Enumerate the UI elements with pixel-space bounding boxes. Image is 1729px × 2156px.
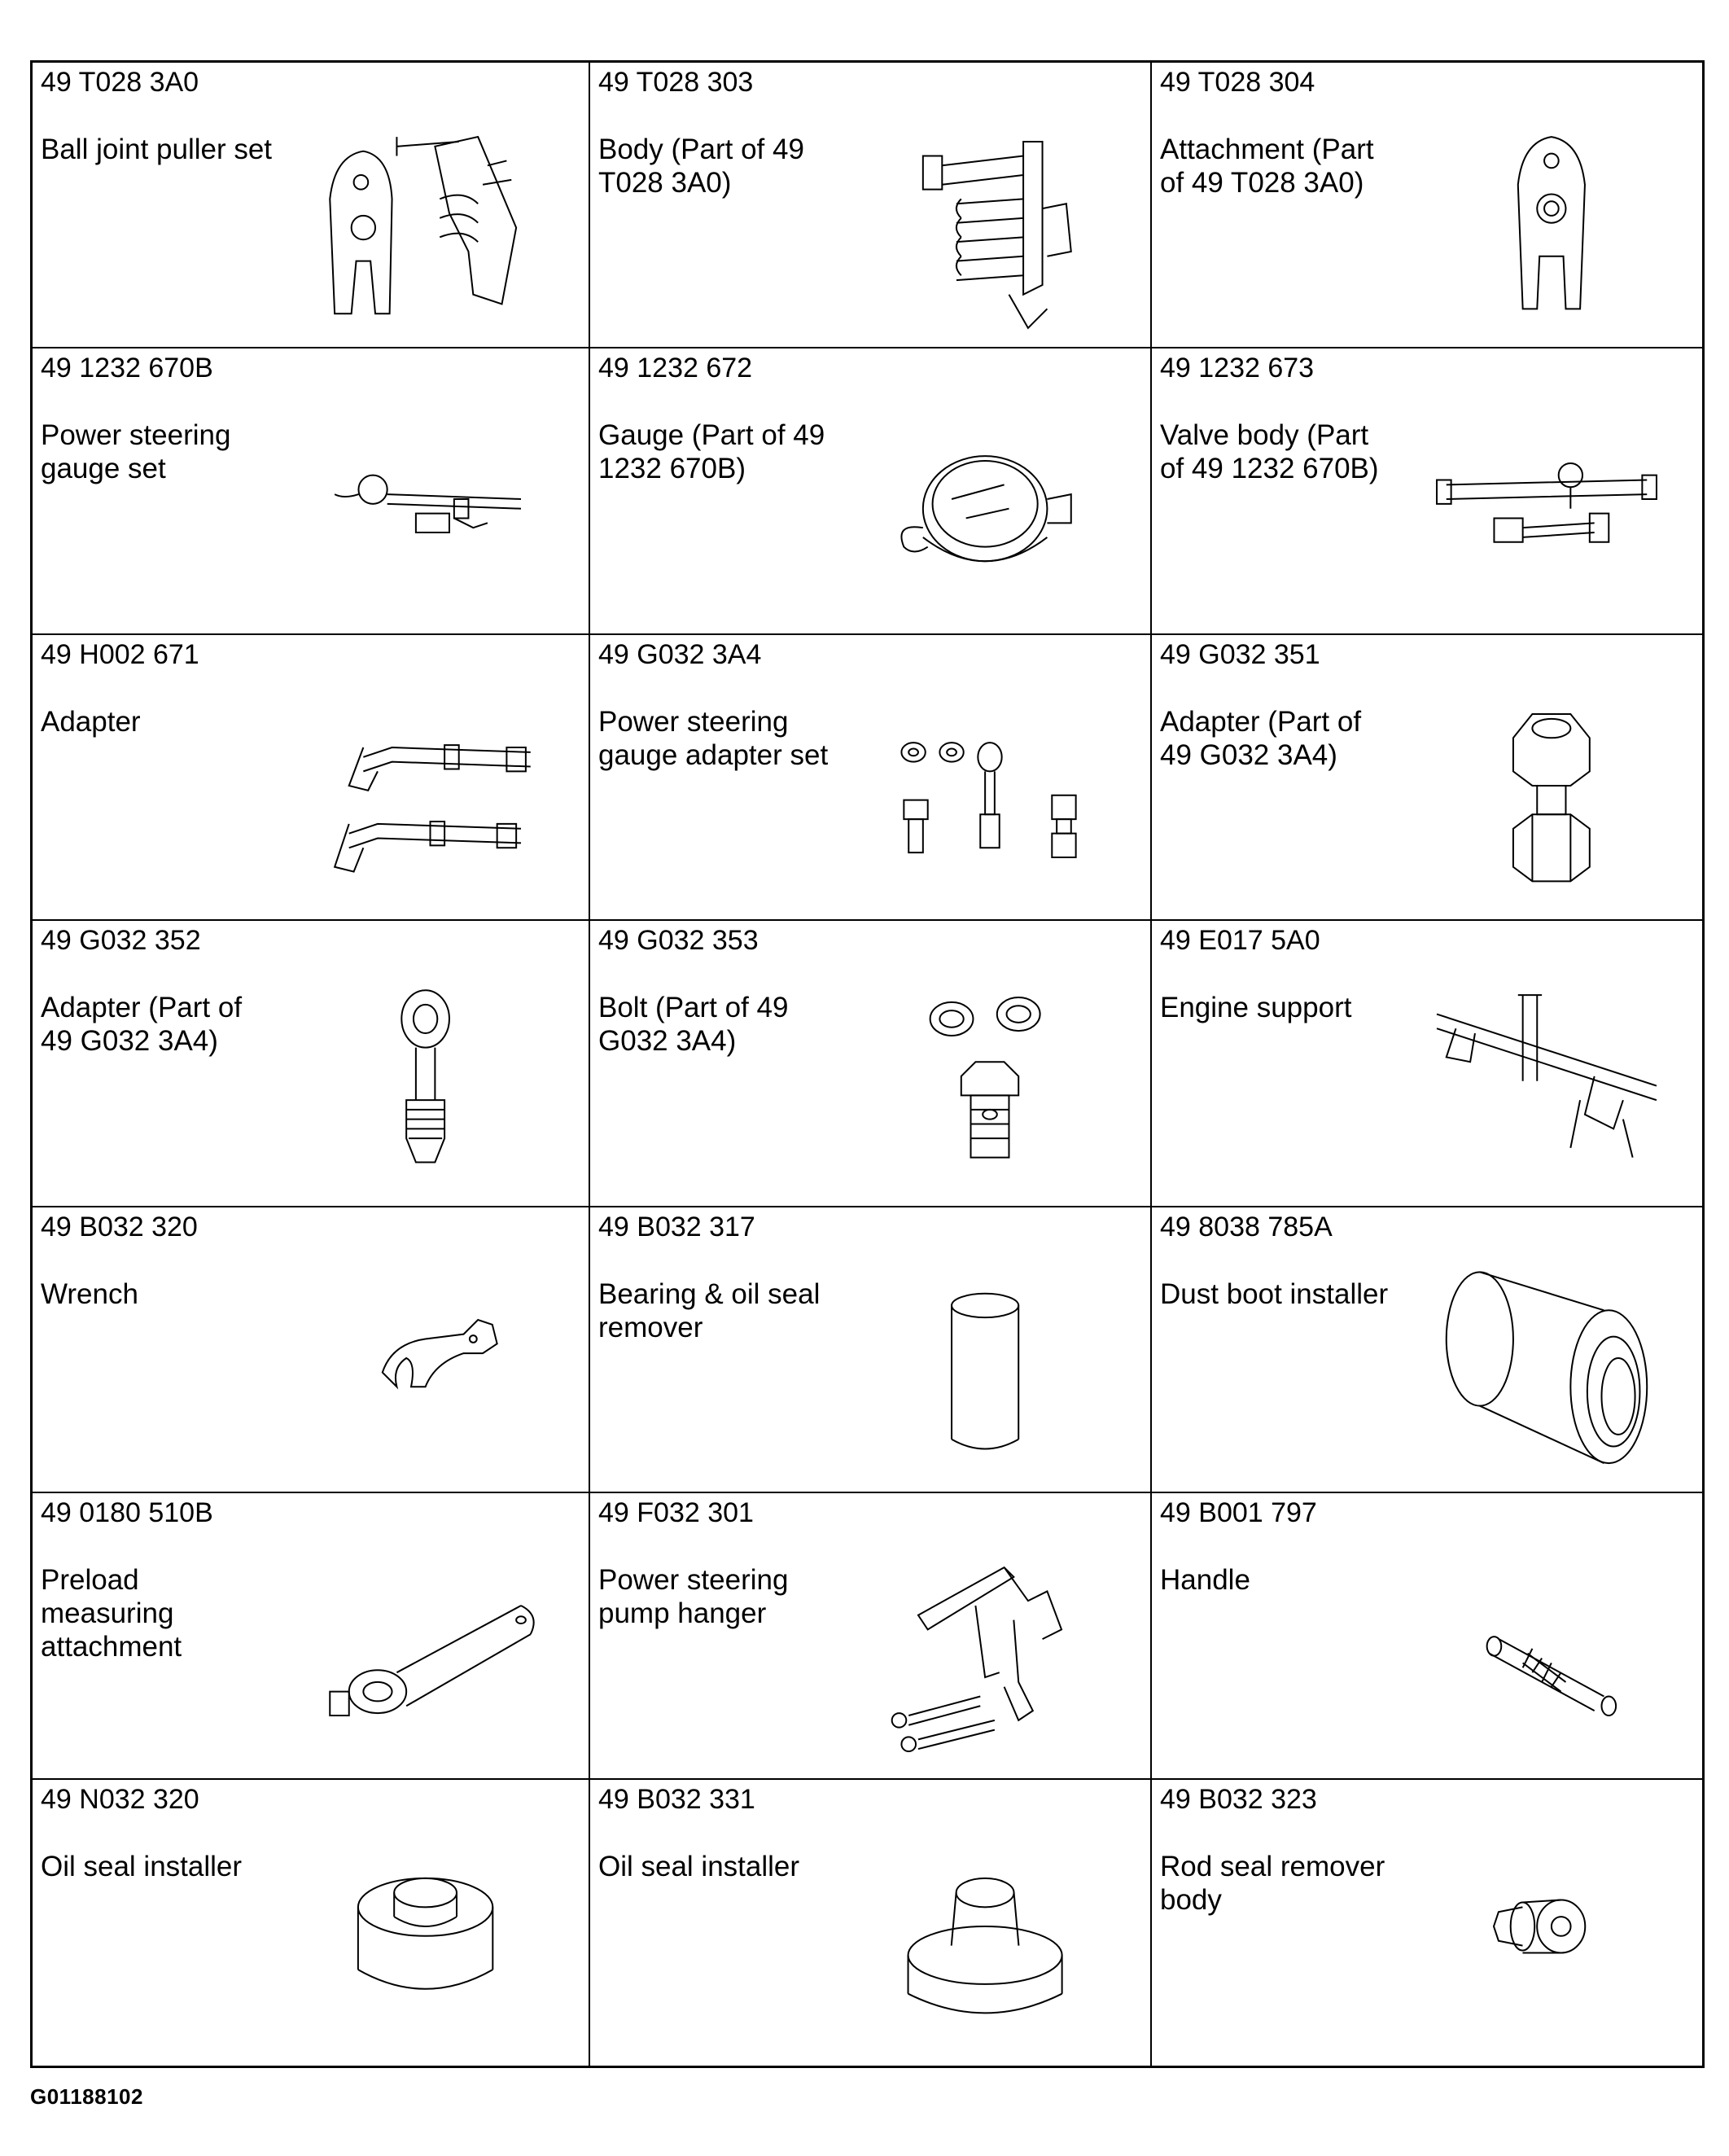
tool-cell	[33, 635, 590, 921]
tool-code: 49 1232 670B	[41, 353, 213, 384]
tool-description: Rod seal remover body	[1160, 1850, 1385, 1916]
tool-description: Power steering pump hanger	[598, 1564, 789, 1630]
tool-description: Body (Part of 49 T028 3A0)	[598, 134, 804, 199]
tool-code: 49 G032 353	[598, 925, 759, 957]
tool-code: 49 B001 797	[1160, 1497, 1317, 1529]
oil-seal-installer-icon	[277, 1821, 584, 2061]
tool-description: Handle	[1160, 1564, 1250, 1597]
tool-description: Adapter	[41, 705, 141, 738]
tool-cell	[1152, 1493, 1702, 1779]
tool-cell	[33, 348, 590, 634]
tool-cell	[33, 63, 590, 348]
tool-cell	[33, 921, 590, 1207]
tool-code: 49 F032 301	[598, 1497, 754, 1529]
tool-cell	[590, 63, 1152, 348]
wrench-icon	[277, 1248, 584, 1487]
special-tools-table	[30, 60, 1705, 2068]
tool-code: 49 H002 671	[41, 638, 199, 670]
tool-cell	[1152, 635, 1702, 921]
tool-description: Adapter (Part of 49 G032 3A4)	[41, 992, 243, 1058]
tool-description: Power steering gauge set	[41, 419, 231, 485]
tool-description: Bearing & oil seal remover	[598, 1277, 821, 1343]
adapter-set-icon	[834, 676, 1145, 914]
pressure-gauge-icon	[834, 389, 1145, 628]
tool-cell	[590, 635, 1152, 921]
figure-id: G01188102	[30, 2084, 143, 2109]
tool-code: 49 B032 317	[598, 1211, 755, 1242]
tool-description: Valve body (Part of 49 1232 670B)	[1160, 419, 1379, 485]
tool-code: 49 G032 3A4	[598, 638, 762, 670]
tool-cell	[1152, 1780, 1702, 2066]
rod-seal-remover-icon	[1396, 1821, 1697, 2061]
tool-cell	[1152, 921, 1702, 1207]
hose-adapter-icon	[277, 676, 584, 914]
tool-code: 49 N032 320	[41, 1783, 199, 1815]
puller-body-icon	[834, 103, 1145, 342]
tool-code: 49 T028 303	[598, 67, 754, 98]
tool-description: Oil seal installer	[598, 1850, 800, 1882]
oil-seal-installer-icon	[834, 1821, 1145, 2061]
tool-cell	[1152, 348, 1702, 634]
tool-description: Oil seal installer	[41, 1850, 243, 1882]
tool-description: Wrench	[41, 1277, 138, 1310]
tool-cell	[590, 1780, 1152, 2066]
tool-code: 49 1232 673	[1160, 353, 1315, 384]
tool-code: 49 1232 672	[598, 353, 753, 384]
preload-attachment-icon	[277, 1534, 584, 1773]
tool-code: 49 T028 304	[1160, 67, 1315, 98]
gauge-set-icon	[277, 389, 584, 628]
tool-code: 49 E017 5A0	[1160, 925, 1320, 957]
tool-cell	[590, 1493, 1152, 1779]
engine-support-icon	[1396, 962, 1697, 1200]
tool-description: Adapter (Part of 49 G032 3A4)	[1160, 705, 1362, 771]
tool-code: 49 B032 320	[41, 1211, 198, 1242]
tool-code: 49 B032 331	[598, 1783, 755, 1815]
tool-description: Gauge (Part of 49 1232 670B)	[598, 419, 825, 485]
tool-cell	[590, 1207, 1152, 1493]
tool-cell	[1152, 63, 1702, 348]
attachment-icon	[1396, 103, 1697, 342]
tool-cell	[1152, 1207, 1702, 1493]
tool-code: 49 T028 3A0	[41, 67, 199, 98]
tool-description: Attachment (Part of 49 T028 3A0)	[1160, 134, 1374, 199]
seal-remover-icon	[834, 1248, 1145, 1487]
banjo-adapter-icon	[277, 962, 584, 1200]
tool-code: 49 G032 351	[1160, 638, 1320, 670]
tool-cell	[590, 348, 1152, 634]
tool-description: Ball joint puller set	[41, 134, 273, 165]
pump-hanger-icon	[834, 1534, 1145, 1773]
tool-description: Bolt (Part of 49 G032 3A4)	[598, 992, 789, 1058]
ball-joint-puller-set-icon	[277, 103, 584, 342]
hex-adapter-icon	[1396, 676, 1697, 914]
tool-code: 49 0180 510B	[41, 1497, 213, 1529]
banjo-bolt-icon	[834, 962, 1145, 1200]
handle-icon	[1396, 1534, 1697, 1773]
tool-cell	[590, 921, 1152, 1207]
tool-code: 49 B032 323	[1160, 1783, 1317, 1815]
tool-cell	[33, 1493, 590, 1779]
tool-description: Preload measuring attachment	[41, 1564, 182, 1663]
tool-description: Power steering gauge adapter set	[598, 705, 829, 771]
tool-cell	[33, 1780, 590, 2066]
tool-description: Dust boot installer	[1160, 1277, 1389, 1310]
tool-code: 49 G032 352	[41, 925, 201, 957]
tool-description: Engine support	[1160, 992, 1352, 1024]
tool-cell	[33, 1207, 590, 1493]
dust-boot-installer-icon	[1396, 1248, 1697, 1487]
tool-code: 49 8038 785A	[1160, 1211, 1333, 1242]
valve-body-icon	[1396, 389, 1697, 628]
